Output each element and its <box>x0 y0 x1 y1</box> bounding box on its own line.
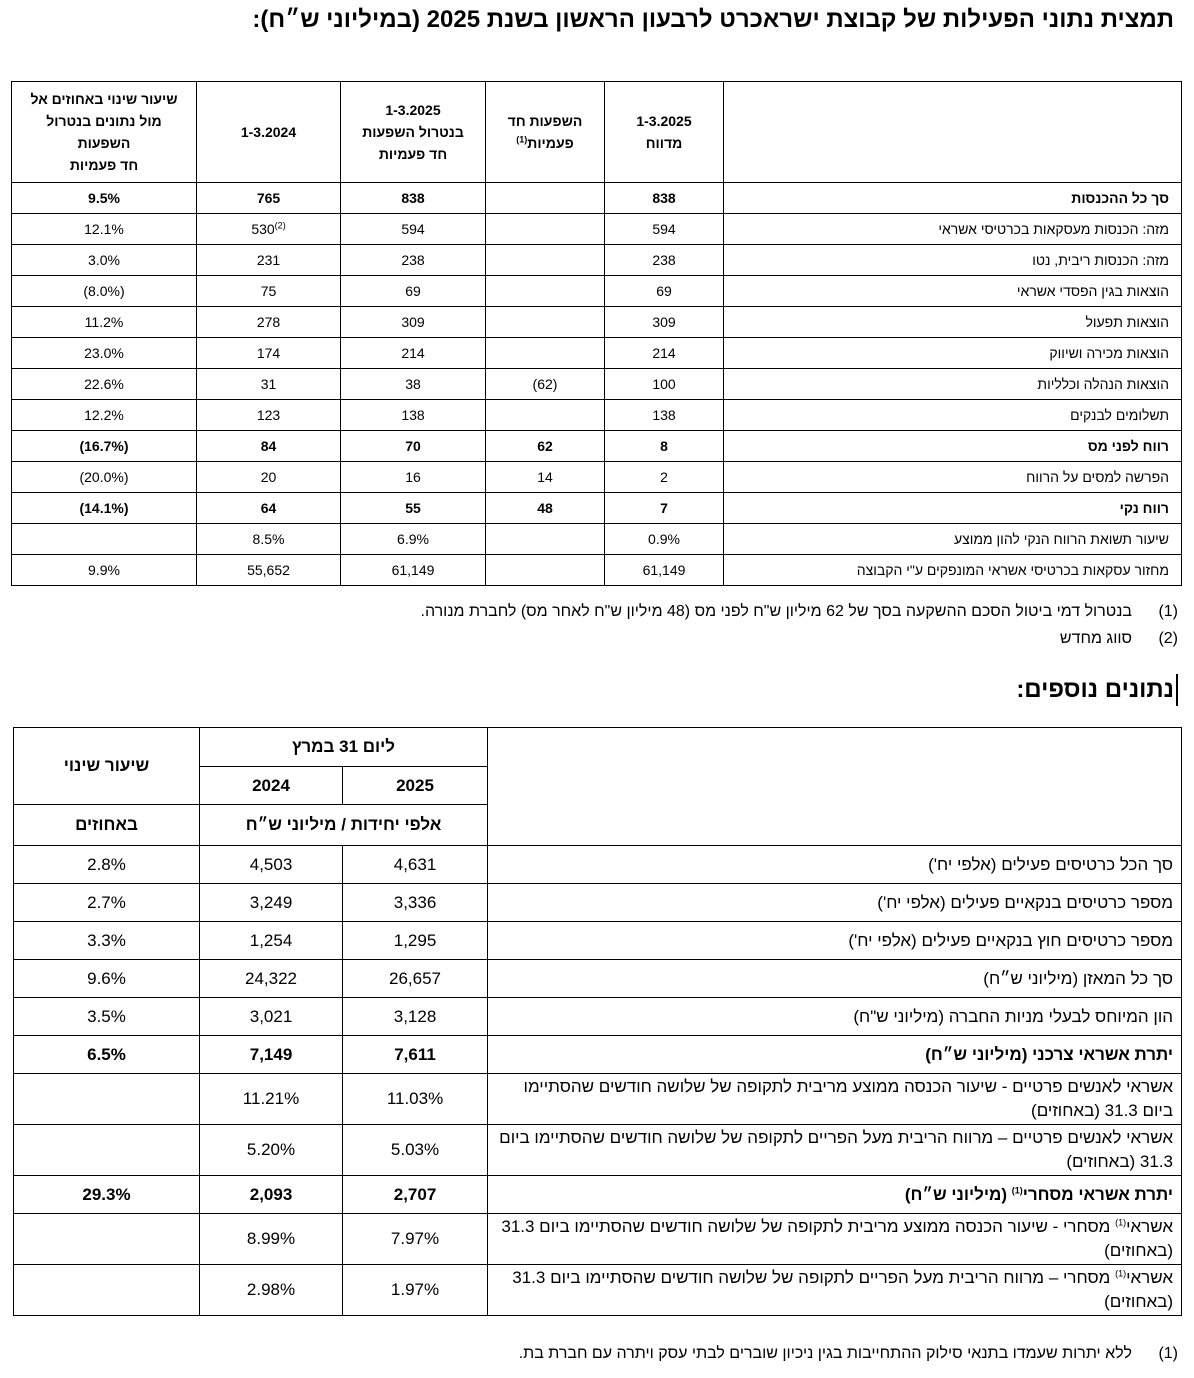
cell-2024 <box>200 1176 343 1214</box>
header-reported-line1: 1-3.2025 <box>636 113 692 129</box>
row-label <box>724 462 1182 493</box>
table-row <box>14 960 1182 998</box>
table-row <box>12 338 1182 369</box>
cell-change-value: 2.8% <box>87 854 126 874</box>
cell-change <box>14 846 200 884</box>
table-row <box>14 1074 1182 1125</box>
cell-reported <box>605 524 724 555</box>
cell-prev <box>197 276 341 307</box>
row-label <box>488 998 1182 1036</box>
cell-excl <box>341 338 486 369</box>
cell-change-value: 2.7% <box>87 892 126 912</box>
cell-2024 <box>200 998 343 1036</box>
cell-reported-value: 7 <box>660 500 668 516</box>
cell-excl-value: 61,149 <box>391 562 435 578</box>
header-change-line4: חד פעמיות <box>69 157 139 173</box>
cell-2025-value: 7.97% <box>390 1229 440 1248</box>
cell-2025-value: 11.03% <box>386 1089 444 1108</box>
cell-change <box>12 183 197 214</box>
cell-prev-value: 123 <box>256 407 281 423</box>
cell-2025 <box>343 884 488 922</box>
table-row <box>14 1125 1182 1176</box>
cell-prev <box>197 214 341 245</box>
cell-reported <box>605 245 724 276</box>
cell-2024 <box>200 1074 343 1125</box>
cell-reported-value: 0.9% <box>648 531 680 547</box>
cell-excl <box>341 214 486 245</box>
cell-2025 <box>343 1214 488 1265</box>
cell-2025 <box>343 1176 488 1214</box>
table-row <box>12 369 1182 400</box>
row-label-value: סך כל ההכנסות <box>1071 190 1169 206</box>
header-excl-line3: חד פעמיות <box>378 146 448 162</box>
row-label <box>724 369 1182 400</box>
footnote-ref: (1) <box>1115 1217 1127 1228</box>
cell-excl-value: 214 <box>401 345 425 361</box>
cell-change <box>12 524 197 555</box>
row-label <box>488 846 1182 884</box>
cell-prev <box>197 338 341 369</box>
t2-header-date: ליום 31 במרץ <box>200 728 488 767</box>
cell-2024-value: 8.99% <box>246 1229 296 1248</box>
t2-header-units: אלפי יחידות / מיליוני ש״ח <box>200 805 488 846</box>
cell-change-value: 3.5% <box>87 1006 126 1026</box>
row-label-value: הוצאות תפעול <box>1085 314 1169 330</box>
cell-one-time <box>486 555 605 586</box>
cell-prev <box>197 183 341 214</box>
cell-change-value: 3.0% <box>88 252 120 268</box>
cell-reported-value: 594 <box>652 221 676 237</box>
cell-reported <box>605 276 724 307</box>
cell-2024 <box>200 1125 343 1176</box>
cell-2025 <box>343 922 488 960</box>
cell-excl-value: 238 <box>401 252 425 268</box>
table-row <box>14 1036 1182 1074</box>
table-row <box>14 922 1182 960</box>
cell-reported <box>605 555 724 586</box>
cell-change <box>12 214 197 245</box>
cell-prev-value: 55,652 <box>247 562 290 578</box>
row-label <box>488 1176 1182 1214</box>
cell-prev <box>197 400 341 431</box>
cell-change <box>14 1265 200 1316</box>
cell-change-value: 11.2% <box>84 314 124 330</box>
row-label <box>724 307 1182 338</box>
footnote-text: סווג מחדש <box>1059 630 1132 647</box>
t2-header-change-unit: באחוזים <box>14 805 200 846</box>
cell-2024 <box>200 922 343 960</box>
cell-excl-value: 594 <box>401 221 425 237</box>
row-label <box>724 183 1182 214</box>
table-row <box>14 884 1182 922</box>
row-label-text: אשראי לאנשים פרטיים – מרווח הריבית מעל הפריים לתקופה של שלושה חודשים שהסתיימו ביום 31.3 (באחוזים) <box>499 1128 1174 1171</box>
row-label <box>488 1036 1182 1074</box>
cell-reported-value: 309 <box>652 314 676 330</box>
t2-header-blank <box>488 728 1182 846</box>
footnote-text: בנטרול דמי ביטול הסכם ההשקעה בסך של 62 מיליון ש"ח לפני מס (48 מיליון ש"ח לאחר מס) לחברת מנורה. <box>420 603 1132 620</box>
cell-excl <box>341 462 486 493</box>
cell-prev <box>197 555 341 586</box>
footnote-num: (2) <box>1158 630 1178 647</box>
cell-excl <box>341 400 486 431</box>
footnote-text: ללא יתרות שעמדו בתנאי סילוק ההתחייבות בגין ניכיון שוברים לבתי עסק ויתרה עם חברת בת. <box>518 1345 1132 1362</box>
cell-2024-value: 5.20% <box>246 1140 296 1159</box>
table-row <box>12 214 1182 245</box>
cell-2025-value: 3,336 <box>393 892 437 912</box>
cell-change <box>14 922 200 960</box>
table-row <box>12 276 1182 307</box>
cell-reported-value: 214 <box>652 345 676 361</box>
cell-reported-value: 138 <box>652 407 676 423</box>
cell-excl <box>341 555 486 586</box>
cell-reported-value: 100 <box>652 376 676 392</box>
cell-prev-value: 75 <box>260 283 277 299</box>
cell-prev-value: 765 <box>256 190 281 206</box>
cell-reported-value: 69 <box>656 283 672 299</box>
footnote-1 <box>420 603 1178 621</box>
footnote-ref: (1) <box>516 134 528 145</box>
cell-one-time-value: (62) <box>532 376 558 392</box>
cell-excl <box>341 245 486 276</box>
cell-excl-value: 138 <box>401 407 425 423</box>
cell-one-time <box>486 524 605 555</box>
cell-excl-value: 6.9% <box>397 531 429 547</box>
cell-prev <box>197 462 341 493</box>
cell-2025 <box>343 1036 488 1074</box>
row-label-value: רווח נקי <box>1119 500 1169 516</box>
cell-change <box>12 338 197 369</box>
cell-reported-value: 2 <box>660 469 668 485</box>
cell-prev <box>197 431 341 462</box>
cell-prev <box>197 369 341 400</box>
header-one-time <box>486 82 605 183</box>
row-label-value: הוצאות הנהלה וכלליות <box>1037 376 1169 392</box>
footnote-ref: (1) <box>1115 1268 1127 1279</box>
cell-one-time-value: 62 <box>537 438 553 454</box>
cell-prev-value: 64 <box>260 500 277 516</box>
cell-change-value: 12.1% <box>84 221 124 237</box>
row-label <box>488 1125 1182 1176</box>
row-label <box>724 524 1182 555</box>
t2-header-2025: 2025 <box>343 767 488 805</box>
footnote-num: (1) <box>1158 1345 1178 1362</box>
row-label <box>488 884 1182 922</box>
additional-data-table <box>13 727 1182 1316</box>
cell-change-value: (16.7%) <box>79 438 129 454</box>
header-one-time-line2: פעמיות <box>527 135 574 151</box>
row-label-text: סך הכל כרטיסים פעילים (אלפי יח') <box>928 854 1174 874</box>
cell-excl <box>341 369 486 400</box>
footnote-ref: (2) <box>274 220 286 231</box>
cell-prev <box>197 493 341 524</box>
cell-2024-value: 3,021 <box>249 1006 293 1026</box>
cell-change <box>12 245 197 276</box>
table-row <box>14 1265 1182 1316</box>
row-label-text: אשראי לאנשים פרטיים - שיעור הכנסה ממוצע מריבית לתקופה של שלושה חודשים שהסתיימו ביום 31.3 (באחוזים) <box>523 1077 1174 1120</box>
cell-change <box>12 462 197 493</box>
header-label-blank <box>724 82 1182 183</box>
header-reported-line2: מדווח <box>645 135 683 151</box>
cell-change-value: (20.0%) <box>79 469 129 485</box>
row-label-text: סך כל המאזן (מיליוני ש״ח) <box>983 968 1174 988</box>
row-label <box>724 493 1182 524</box>
cell-reported <box>605 493 724 524</box>
row-label-rest: מסחרי - שיעור הכנסה ממוצע מריבית לתקופה של שלושה חודשים שהסתיימו ביום 31.3 (באחוזים) <box>501 1217 1174 1260</box>
cell-change <box>14 1125 200 1176</box>
row-label <box>724 214 1182 245</box>
table-row <box>12 524 1182 555</box>
table-row <box>14 998 1182 1036</box>
cell-2025-value: 7,611 <box>394 1044 436 1064</box>
cell-change-value: 29.3% <box>82 1184 131 1204</box>
t2-header-change: שיעור שינוי <box>14 728 200 805</box>
footnote-table2 <box>518 1345 1178 1363</box>
cell-reported <box>605 214 724 245</box>
cell-2024-value: 1,254 <box>249 930 293 950</box>
cell-excl <box>341 431 486 462</box>
table-row <box>12 493 1182 524</box>
cell-2025-value: 3,128 <box>393 1006 437 1026</box>
cell-one-time <box>486 214 605 245</box>
cell-one-time <box>486 276 605 307</box>
cell-change-value: 23.0% <box>84 345 124 361</box>
row-label <box>488 1074 1182 1125</box>
cell-reported <box>605 369 724 400</box>
cell-change <box>14 884 200 922</box>
header-excl-line1: 1-3.2025 <box>385 102 441 118</box>
cell-excl <box>341 276 486 307</box>
cell-prev-value: 8.5% <box>252 531 285 547</box>
cell-change <box>14 1176 200 1214</box>
table-row <box>12 431 1182 462</box>
page-title: תמצית נתוני הפעילות של קבוצת ישראכרט לרבעון הראשון בשנת 2025 (במיליוני ש״ח): <box>252 6 1174 33</box>
cell-change <box>14 1074 200 1125</box>
row-label <box>724 555 1182 586</box>
cell-reported-value: 8 <box>660 438 668 454</box>
cell-2025-value: 5.03% <box>390 1140 440 1159</box>
row-label-text: אשראי <box>1126 1268 1174 1287</box>
row-label-value: שיעור תשואת הרווח הנקי להון ממוצע <box>954 531 1169 547</box>
cell-change-value: 22.6% <box>84 376 124 392</box>
activity-table <box>11 81 1182 586</box>
row-label-rest: (מיליוני ש״ח) <box>904 1184 1012 1204</box>
cell-2025-value: 1.97% <box>390 1280 440 1299</box>
row-label-text: מספר כרטיסים חוץ בנקאיים פעילים (אלפי יח') <box>848 930 1174 950</box>
cell-excl <box>341 493 486 524</box>
cell-2024 <box>200 884 343 922</box>
cell-reported-value: 238 <box>652 252 676 268</box>
cell-change <box>12 369 197 400</box>
cell-one-time <box>486 307 605 338</box>
cell-one-time-value: 48 <box>537 500 553 516</box>
cell-reported <box>605 338 724 369</box>
cell-change <box>14 1036 200 1074</box>
cell-change-value: 6.5% <box>87 1044 126 1064</box>
cell-change <box>12 276 197 307</box>
row-label <box>488 1265 1182 1316</box>
cell-prev-value: 84 <box>260 438 277 454</box>
row-label <box>488 922 1182 960</box>
cell-change <box>12 493 197 524</box>
row-label-rest: מסחרי – מרווח הריבית מעל הפריים לתקופה של שלושה חודשים שהסתיימו ביום 31.3 (באחוזים) <box>512 1268 1174 1311</box>
row-label-text: יתרת אשראי צרכני (מיליוני ש״ח) <box>925 1044 1174 1064</box>
row-label-value: רווח לפני מס <box>1087 438 1169 454</box>
cell-excl-value: 838 <box>401 190 425 206</box>
row-label <box>724 338 1182 369</box>
header-change-line1: שיעור שינוי באחוזים אל <box>30 91 178 107</box>
cell-2025 <box>343 960 488 998</box>
cell-2024-value: 2.98% <box>246 1280 296 1299</box>
table-row <box>12 183 1182 214</box>
cell-reported <box>605 462 724 493</box>
cell-one-time <box>486 183 605 214</box>
cell-excl-value: 16 <box>405 469 421 485</box>
footnote-2 <box>1059 630 1178 648</box>
table-row <box>12 555 1182 586</box>
cell-2025-value: 4,631 <box>393 854 437 874</box>
cell-one-time <box>486 431 605 462</box>
row-label-text: יתרת אשראי מסחרי <box>1022 1184 1174 1204</box>
header-change-line2: מול נתונים בנטרול <box>46 113 162 129</box>
cell-change-value: (14.1%) <box>79 500 129 516</box>
row-label-value: מזה: הכנסות מעסקאות בכרטיסי אשראי <box>938 221 1169 237</box>
table-row <box>12 462 1182 493</box>
cell-one-time-value: 14 <box>537 469 553 485</box>
row-label <box>724 431 1182 462</box>
row-label-value: תשלומים לבנקים <box>1070 407 1169 423</box>
cell-2025 <box>343 1265 488 1316</box>
cell-change-value: 9.5% <box>88 190 120 206</box>
cell-reported-value: 838 <box>652 190 676 206</box>
cell-2025-value: 2,707 <box>393 1184 437 1204</box>
table-row <box>12 245 1182 276</box>
cell-2024-value: 11.21% <box>242 1089 300 1108</box>
footnote-ref: (1) <box>1011 1184 1023 1195</box>
cell-change-value: 12.2% <box>84 407 124 423</box>
cell-2024-value: 2,093 <box>249 1184 293 1204</box>
table-row <box>12 307 1182 338</box>
header-excl-line2: בנטרול השפעות <box>362 124 464 140</box>
cell-change <box>14 1214 200 1265</box>
table-row <box>14 1214 1182 1265</box>
cell-reported <box>605 307 724 338</box>
cell-excl-value: 70 <box>405 438 421 454</box>
cell-change-value: 3.3% <box>87 930 126 950</box>
cell-change <box>12 307 197 338</box>
cell-prev <box>197 307 341 338</box>
cell-prev-value: 174 <box>256 345 281 361</box>
cell-reported <box>605 431 724 462</box>
cell-change <box>14 998 200 1036</box>
cell-one-time <box>486 245 605 276</box>
row-label <box>488 960 1182 998</box>
cell-2024-value: 4,503 <box>249 854 293 874</box>
cell-change <box>14 960 200 998</box>
row-label <box>724 276 1182 307</box>
cell-change-value: 9.9% <box>88 562 120 578</box>
cell-change-value: (8.0%) <box>83 283 125 299</box>
cell-2024 <box>200 1265 343 1316</box>
header-one-time-line1: השפעות חד <box>507 113 583 129</box>
cell-excl-value: 69 <box>405 283 421 299</box>
cell-2024 <box>200 1036 343 1074</box>
cell-one-time <box>486 493 605 524</box>
cell-change <box>12 400 197 431</box>
cell-2024-value: 7,149 <box>249 1044 293 1064</box>
row-label <box>488 1214 1182 1265</box>
cell-2025 <box>343 1074 488 1125</box>
cell-prev <box>197 524 341 555</box>
cell-2024 <box>200 846 343 884</box>
cell-reported <box>605 183 724 214</box>
cell-prev-value: 530 <box>251 221 275 237</box>
cell-excl-value: 55 <box>405 500 421 516</box>
cell-prev-value: 278 <box>256 314 281 330</box>
cell-reported-value: 61,149 <box>642 562 686 578</box>
t2-header-2024: 2024 <box>200 767 343 805</box>
row-label-value: מחזור עסקאות בכרטיסי אשראי המונפקים ע"י הקבוצה <box>856 562 1169 578</box>
cell-2024-value: 24,322 <box>245 968 297 988</box>
row-label-value: הוצאות מכירה ושיווק <box>1049 345 1169 361</box>
cell-2024 <box>200 1214 343 1265</box>
section-title: נתונים נוספים: <box>1016 674 1178 706</box>
cell-one-time <box>486 338 605 369</box>
cell-reported <box>605 400 724 431</box>
row-label-text: אשראי <box>1126 1217 1174 1236</box>
table-row <box>12 400 1182 431</box>
cell-excl <box>341 307 486 338</box>
cell-2025 <box>343 1125 488 1176</box>
cell-change-value: 9.6% <box>87 968 126 988</box>
cell-prev-value: 231 <box>256 252 281 268</box>
cell-2025 <box>343 846 488 884</box>
cell-one-time <box>486 462 605 493</box>
cell-2024-value: 3,249 <box>249 892 293 912</box>
table-row <box>14 1176 1182 1214</box>
footnote-num: (1) <box>1158 603 1178 620</box>
cell-2025-value: 1,295 <box>393 930 437 950</box>
row-label-text: מספר כרטיסים בנקאיים פעילים (אלפי יח') <box>877 892 1174 912</box>
cell-excl-value: 309 <box>401 314 425 330</box>
cell-2025-value: 26,657 <box>389 968 442 988</box>
row-label <box>724 245 1182 276</box>
cell-excl-value: 38 <box>405 376 421 392</box>
cell-prev <box>197 245 341 276</box>
row-label-value: הוצאות בגין הפסדי אשראי <box>1016 283 1169 299</box>
header-excl <box>341 82 486 183</box>
cell-one-time <box>486 369 605 400</box>
cell-change <box>12 555 197 586</box>
table-row <box>14 846 1182 884</box>
cell-one-time <box>486 400 605 431</box>
cell-2025 <box>343 998 488 1036</box>
cell-change <box>12 431 197 462</box>
cell-excl <box>341 183 486 214</box>
cell-prev-value: 20 <box>260 469 277 485</box>
row-label-value: מזה: הכנסות ריבית, נטו <box>1032 252 1169 268</box>
cell-excl <box>341 524 486 555</box>
row-label-value: הפרשה למסים על הרווח <box>1026 469 1169 485</box>
cell-prev-value: 31 <box>260 376 277 392</box>
header-reported <box>605 82 724 183</box>
header-change <box>12 82 197 183</box>
row-label <box>724 400 1182 431</box>
header-prev: 1-3.2024 <box>197 82 341 183</box>
header-change-line3: השפעות <box>77 135 131 151</box>
row-label-text: הון המיוחס לבעלי מניות החברה (מיליוני ש"ח) <box>853 1006 1174 1026</box>
cell-2024 <box>200 960 343 998</box>
